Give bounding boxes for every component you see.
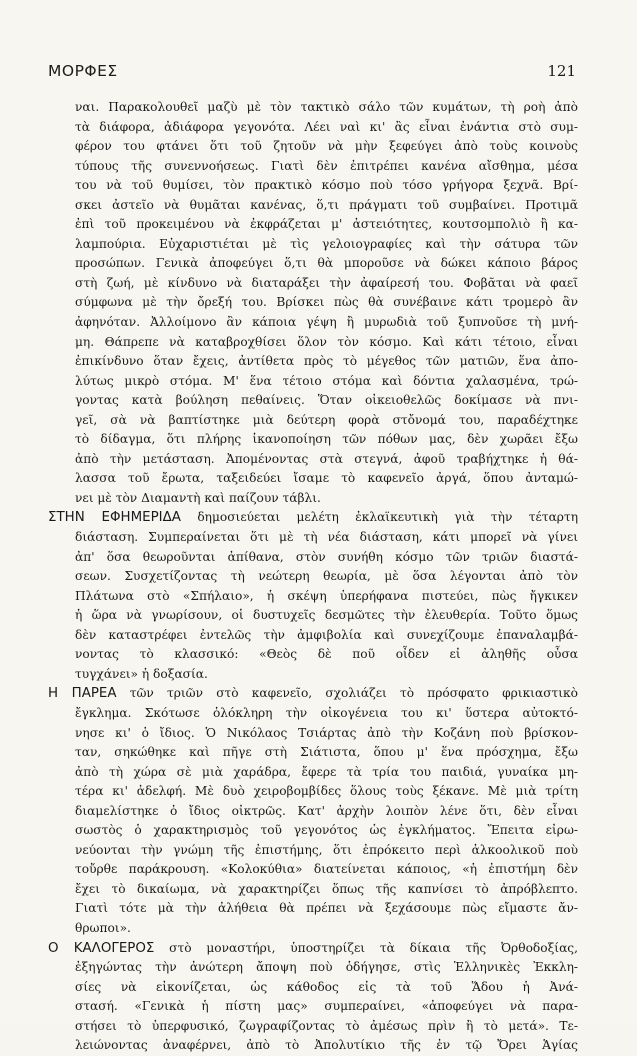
line-text: ἐπικίνδυνο ὅταν ἔχεις, ἀντίθετα πρὸς τὸ μέγεθος τῶν ματιῶν, ἕνα ἀπο- — [75, 354, 578, 369]
text-line — [48, 137, 578, 157]
running-head — [48, 62, 576, 84]
line-text: νει μὲ τὸν Διαμαντὴ καὶ παίζουν τάβλι. — [75, 490, 321, 505]
text-line — [48, 821, 578, 841]
text-line — [48, 997, 578, 1017]
line-text: σκει ἀστεῖο νὰ θυμᾶται κανένας, ὅ,τι πράγματι τοῦ συμβαίνει. Προτιμᾶ — [75, 197, 578, 212]
text-line — [48, 489, 578, 509]
paragraph-start-line — [48, 939, 578, 959]
page-number: 121 — [547, 62, 576, 80]
text-line — [48, 98, 578, 118]
line-text: φέρον του φτάνει ὅτι τοῦ ζητοῦν νὰ μὴν ξεφεύγει ἀπὸ τοὺς κοινοὺς — [75, 139, 578, 154]
line-text: ἡ ὥρα νὰ γνωρίσουν, οἱ δυστυχεῖς δεσμῶτες τὴν ἐλευθερία. Τοῦτο ὅμως — [75, 608, 578, 623]
line-text: σίες νὰ εἰκονίζεται, ὡς κάθοδος εἰς τὰ τοῦ Ἅδου ἡ Ἀνά- — [75, 979, 578, 994]
line-text: τέρα κι' ἀδελφή. Μὲ δυὸ χειροβομβίδες ὅλους τοὺς ξέκανε. Μὲ μιὰ τρίτη — [75, 784, 578, 799]
line-text: γοντας κατὰ βούληση πεθαίνεις. Ὅταν οἰκειοθελῶς δοκίμασε νὰ πνι- — [75, 393, 578, 408]
text-line — [48, 469, 578, 489]
text-line — [48, 548, 578, 568]
line-text: νοντας τὸ κλασσικό: «Θεὸς δὲ ποῦ οἶδεν εἰ ἀληθῆς οὖσα — [75, 647, 578, 662]
line-text: ἀπὸ τὴν μετάσταση. Ἀπομένοντας στὰ στεγνά, ἀφοῦ τραβήχτηκε ἡ θά- — [75, 451, 578, 466]
text-line — [48, 763, 578, 783]
line-text: ἐπὶ τοῦ προκειμένου νὰ ἐκφράζεται μ' ἀστειότητες, κουτσομπολιὸ ἢ κα- — [75, 217, 578, 232]
text-line — [48, 430, 578, 450]
journal-title: ΜΟΡΦΕΣ — [48, 62, 118, 80]
text-line — [48, 626, 578, 646]
line-text: λειώνοντας ἀναφέρνει, ἀπὸ τὸ Ἀπολυτίκιο τῆς ἐν τῷ Ὄρει Ἁγίας — [75, 1038, 578, 1053]
text-line — [48, 841, 578, 861]
line-text: τυγχάνει» ἡ δοξασία. — [75, 666, 208, 681]
text-line — [48, 958, 578, 978]
paragraph-lead: Ο ΚΑΛΟΓΕΡΟΣ — [48, 940, 155, 956]
line-text: στήσει τὸ ὑπερφυσικό, ζωγραφίζοντας τὸ ἀμέσως πρὶν ἢ τὸ μετά». Τε- — [75, 1018, 578, 1033]
text-line — [48, 372, 578, 392]
text-line — [48, 118, 578, 138]
line-text: Πλάτωνα στὸ «Σπήλαιο», ἡ σκέψη ὑπερήφανα πιστεύει, πὼς ἤγκικεν — [75, 588, 578, 603]
text-line — [48, 450, 578, 470]
line-text: γεῖ, σὰ νὰ βαπτίστηκε μιὰ δεύτερη φορὰ στὄνομά του, παραδέχτηκε — [75, 412, 578, 427]
text-line — [48, 704, 578, 724]
text-line — [48, 567, 578, 587]
line-text: τύπους τῆς συνεννοήσεως. Γιατὶ δὲν ἐπιτρέπει κανένα αἴσθημα, μέσα — [75, 158, 578, 173]
line-text: ἀφηνόταν. Ἀλλοίμονο ἂν κάποια γέψη ἢ μυρωδιὰ τοῦ ξυπνοῦσε τὴ μνή- — [75, 315, 578, 330]
text-line — [48, 215, 578, 235]
line-text: σωστὸς ὁ χαρακτηρισμὸς τοῦ γεγονότος ὡς ἐγκλήματος. Ἔπειτα εἰρω- — [75, 823, 578, 838]
text-line — [48, 743, 578, 763]
text-line — [48, 293, 578, 313]
line-text: Γιατὶ τότε μὰ τὴν ἀλήθεια θὰ πρέπει νὰ ξεχάσουμε πὼς εἴμαστε ἄν- — [75, 901, 578, 916]
text-line — [48, 528, 578, 548]
text-line — [48, 333, 578, 353]
line-text: διαμελίστηκε ὁ ἴδιος οἰκτρῶς. Κατ' ἀρχὴν λοιπὸν λένε ὅτι, δὲν εἶναι — [75, 803, 578, 818]
line-text: τῶν τριῶν στὸ καφενεῖο, σχολιάζει τὸ πρόσφατο φρικιαστικὸ — [116, 686, 578, 701]
line-text: λύτως μικρὸ στόμα. Μ' ἕνα τέτοιο στόμα καὶ δόντια χαλασμένα, τρώ- — [75, 373, 578, 388]
line-text: μη. Θάπρεπε νὰ καταβροχθίσει ὅλον τὸν κόσμο. Καὶ κάτι τέτοιο, εἶναι — [75, 334, 578, 349]
line-text: θρωποι». — [75, 920, 131, 935]
text-line — [48, 235, 578, 255]
line-text: τὰ διάφορα, ἀδιάφορα γεγονότα. Λέει ναὶ κι' ἂς εἶναι ἐνάντια στὸ συμ- — [75, 119, 578, 134]
text-line — [48, 645, 578, 665]
text-line — [48, 196, 578, 216]
line-text: προσώπων. Γενικὰ ἀποφεύγει ὅ,τι θὰ μποροῦσε νὰ δώκει κάποιο βάρος — [75, 256, 578, 271]
text-line — [48, 587, 578, 607]
line-text: σύμφωνα μὲ τὴν ὄρεξή του. Βρίσκει πὼς θὰ συνέβαινε κάτι τρομερὸ ἂν — [75, 295, 578, 310]
paragraph-start-line — [48, 508, 578, 528]
text-line — [48, 274, 578, 294]
text-line — [48, 352, 578, 372]
line-text: στὴ ζωή, μὲ κίνδυνο νὰ διαταράξει τὴν ἀφαίρεσή του. Φοβᾶται νὰ φαεῖ — [75, 275, 578, 290]
line-text: δὲν καταστρέφει ἐντελῶς τὴν ἀμφιβολία καὶ συνεχίζουμε ἐπαναλαμβά- — [75, 627, 578, 642]
paragraph-lead: Η ΠΑΡΕΑ — [48, 686, 117, 702]
line-text: ἐξηγώντας τὴν ἀνώτερη ἄποψη ποὺ ὁδήγησε, στὶς Ἑλληνικὲς Ἐκκλη- — [75, 960, 578, 975]
line-text: τὸ δίδαγμα, ὅτι πλήρης ἱκανοποίηση τῶν πόθων μας, δὲν χωρᾶει ἔξω — [75, 432, 578, 447]
body-text — [48, 98, 578, 1056]
line-text: ταν, σηκώθηκε καὶ πῆγε στὴ Σιάτιστα, ὅπου μ' ἕνα πρόσχημα, ἔξω — [75, 745, 578, 760]
text-line — [48, 391, 578, 411]
line-text: ἀπ' ὅσα θεωροῦνται ἀπίθανα, στὸν συνήθη κόσμο τῶν τριῶν διαστά- — [75, 549, 578, 564]
text-line — [48, 978, 578, 998]
line-text: ἀπὸ τὴ χώρα σὲ μιὰ χαράδρα, ἔφερε τὰ τρία του παιδιά, γυναίκα μη- — [75, 764, 578, 779]
text-line — [48, 782, 578, 802]
text-line — [48, 254, 578, 274]
paragraph-start-line — [48, 684, 578, 704]
text-line — [48, 176, 578, 196]
text-line — [48, 919, 578, 939]
text-line — [48, 1036, 578, 1056]
line-text: λαμπούρια. Εὐχαριστιέται μὲ τὶς γελοιογραφίες καὶ τὴν σάτυρα τῶν — [75, 236, 578, 251]
line-text: διάσταση. Συμπεραίνεται ὅτι μὲ τὴ νέα διάσταση, κάτι μπορεῖ νὰ γίνει — [75, 530, 578, 545]
line-text: ναι. Παρακολουθεῖ μαζὺ μὲ τὸν τακτικὸ σάλο τῶν κυμάτων, τὴ ροὴ ἀπὸ — [75, 100, 578, 114]
line-text: τοὔρθε παράκρουση. «Κολοκύθια» διατείνεται κάποιος, «ἡ ἐπιστήμη δὲν — [75, 862, 578, 877]
text-line — [48, 1017, 578, 1037]
text-line — [48, 157, 578, 177]
line-text: στὸ μοναστήρι, ὑποστηρίζει τὰ δίκαια τῆς Ὀρθοδοξίας, — [154, 940, 578, 955]
line-text: δημοσιεύεται μελέτη ἐκλαϊκευτικὴ γιὰ τὴν τέταρτη — [180, 510, 578, 525]
line-text: ἔγκλημα. Σκότωσε ὁλόκληρη τὴν οἰκογένεια του κι' ὕστερα αὐτοκτό- — [75, 705, 578, 720]
text-line — [48, 606, 578, 626]
line-text: στασή. «Γενικὰ ἡ πίστη μας» συμπεραίνει, «ἀποφεύγει νὰ παρα- — [75, 999, 578, 1014]
text-line — [48, 411, 578, 431]
line-text: σεων. Συσχετίζοντας τὴ νεώτερη θεωρία, μὲ ὅσα λέγονται ἀπὸ τὸν — [75, 569, 578, 584]
paragraph-lead: ΣΤΗΝ ΕΦΗΜΕΡΙΔΑ — [48, 510, 181, 526]
text-line — [48, 860, 578, 880]
text-line — [48, 802, 578, 822]
text-line — [48, 313, 578, 333]
line-text: λασσα τοῦ ἔρωτα, ταξειδεύει ἴσαμε τὸ καφενεῖο ἀργά, ὅπου ἀνταμώ- — [75, 471, 578, 486]
line-text: νησε κι' ὁ ἴδιος. Ὁ Νικόλαος Τσιάρτας ἀπὸ τὴν Κοζάνη ποὺ βρίσκον- — [75, 725, 578, 740]
text-line — [48, 880, 578, 900]
text-line — [48, 724, 578, 744]
text-line — [48, 899, 578, 919]
line-text: ἔχει τὸ δικαίωμα, νὰ χαρακτηρίζει ὅπως τῆς καπνίσει τὸ ἀπρόβλεπτο. — [75, 881, 578, 896]
line-text: του νὰ τοῦ θυμίσει, τὸν πρακτικὸ κόσμο ποὺ τόσο γρήγορα ξεχνᾶ. Βρί- — [75, 178, 578, 193]
text-line — [48, 665, 578, 685]
line-text: νεύονται τὴν γνώμη τῆς ἐπιστήμης, ὅτι ἐπρόκειτο περὶ ἀλκοολικοῦ ποὺ — [75, 842, 578, 857]
